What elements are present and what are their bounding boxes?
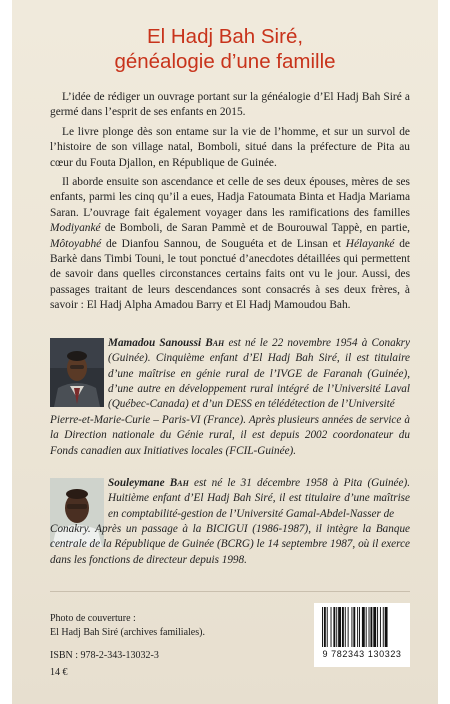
book-title-line2: généalogie d’une famille [114,50,336,73]
cover-photo-credit: Photo de couverture : El Hadj Bah Siré (archives familiales). [50,613,205,638]
book-title-line1: El Hadj Bah Siré, [146,25,304,48]
barcode-number: 9 782343 130323 [322,649,402,659]
author-2-bio-tail: Conakry. Après un passage à la BICIGUI (1986-1987), il intègre la Banque centrale de la République de Guinée (BCRG) le 14 septembre 1987, où il exerce dans les fonctions de directeur depuis 1998. [50,523,410,566]
summary-paragraph-2: Le livre plonge dès son entame sur la vie de l’homme, et sur un survol de l’histoire de son village natal, Bomboli, situé dans la préfecture de Pita au cœur du Fouta Djallon, en République de Guinée. [50,126,410,169]
footer-divider [50,591,410,592]
author-1-bio-head: Mamadou Sanoussi Bah est né le 22 novembre 1954 à Conakry (Guinée). Cinquième enfant d’El Hadj Bah Siré, il est titulaire d’une maîtrise en génie rural de l’IVGE de Faranah (Guinée), d’une autre en développement rural intégré de l’Université Laval (Québec-Canada) et d’un DESS en télédétection de l’Université [108,337,410,411]
summary-paragraph-3: Il aborde ensuite son ascendance et celle de ses deux épouses, mères de ses enfants, parmi les cinq qu’il a eues, Hadja Fatoumata Binta et Hadja Mariama Saran. L’ouvrage fait également voyager dans les ramifications des familles Modiyanké de Bomboli, de Saran Pammè et de Bourouwal Tappè, en partie, Môtoyabhé de Dianfou Sannou, de Souguéta et de Linsan et Hélayanké de Barkè dans Timbi Touni, le tout ponctué d’anecdotes détaillées qui permettent de savoir dans quelles circonstances certains faits ont vu le jour. Aussi, des passages traitant de leurs descendances sont consacrés à ses deux frères, à savoir : El Hadj Alpha Amadou Barry et El Hadj Mamoudou Bah. [50,176,410,312]
author-1-bio-tail: Pierre-et-Marie-Curie – Paris-VI (France). Après plusieurs années de service à la Direction nationale du Génie rural, il est depuis 2002 coordonateur du Fonds canadien aux Initiatives locales (FCIL-Guinée). [50,414,410,457]
barcode [314,603,410,667]
author-1-photo [50,338,104,407]
author-2-bio-head: Souleymane Bah est né le 31 décembre 1958 à Pita (Guinée). Huitième enfant d’El Hadj Bah Siré, il est titulaire d’une maîtrise en comptabilité-gestion de l’Université Gamal-Abdel-Nasser de [108,477,411,520]
summary-paragraph-1: L’idée de rédiger un ouvrage portant sur la généalogie d’El Hadj Bah Siré a germé dans l’esprit de ses enfants en 2015. [50,91,410,119]
book-back-cover [12,0,438,704]
price-label: 14 € [50,667,68,678]
barcode-bars [314,603,410,649]
isbn-label: ISBN : 978-2-343-13032-3 [50,650,159,661]
